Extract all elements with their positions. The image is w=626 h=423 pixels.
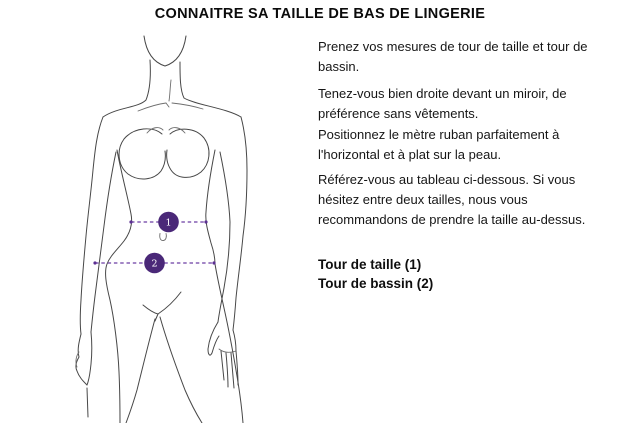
- neck-right-shoulder-line: [180, 62, 241, 117]
- right-finger-3: [226, 353, 228, 387]
- instruction-paragraph-2: Tenez-vous bien droite devant un miroir, de préférence sans vêtements.: [318, 86, 567, 121]
- right-thumb-line: [208, 322, 219, 355]
- left-arm-inner-line: [91, 152, 116, 332]
- page-title: CONNAITRE SA TAILLE DE BAS DE LINGERIE: [154, 6, 486, 22]
- hips-measure-end-right: [212, 261, 215, 264]
- instruction-paragraph-1: Prenez vos mesures de tour de taille et tour de bassin.: [318, 39, 588, 74]
- left-hand-inner-line: [87, 332, 92, 385]
- hips-measure-end-left: [93, 261, 96, 264]
- crotch-left-line: [143, 305, 158, 314]
- clavicle-right-line: [172, 103, 203, 109]
- left-finger-line: [87, 388, 88, 417]
- right-finger-4: [221, 351, 224, 380]
- crotch-right-line: [158, 292, 181, 314]
- legend-waist-label: Tour de taille (1): [318, 257, 422, 272]
- waist-measure-end-right: [204, 220, 207, 223]
- right-leg-inner-line: [160, 317, 202, 423]
- right-arm-inner-line: [218, 152, 230, 322]
- left-torso-hip-leg-line: [106, 150, 132, 423]
- left-arm-outer-line: [80, 117, 103, 334]
- measurement-legend: [318, 255, 620, 293]
- navel-mark: [160, 234, 167, 241]
- instruction-paragraph-4: Référez-vous au tableau ci-dessous. Si vous hésitez entre deux tailles, nous vous recommandons de prendre la taille au-dessus.: [318, 172, 586, 227]
- right-breast-line: [167, 129, 209, 177]
- legend-hips-label: Tour de bassin (2): [318, 276, 434, 291]
- hips-marker-number: 2: [151, 258, 158, 270]
- left-leg-inner-line: [126, 319, 155, 423]
- right-arm-outer-line: [233, 117, 247, 330]
- right-hand-palm-line: [233, 330, 236, 351]
- crotch-stem-line: [155, 314, 158, 321]
- waist-measure-end-left: [129, 220, 132, 223]
- neck-left-shoulder-line: [103, 60, 150, 117]
- waist-marker-number: 1: [165, 217, 172, 229]
- instruction-paragraph-3: Positionnez le mètre ruban parfaitement à l'horizontal et à plat sur la peau.: [318, 127, 560, 162]
- sternum-line: [169, 80, 171, 101]
- clavicle-left-line: [138, 103, 169, 111]
- left-breast-line: [119, 129, 165, 179]
- left-hand-outline: [76, 334, 87, 385]
